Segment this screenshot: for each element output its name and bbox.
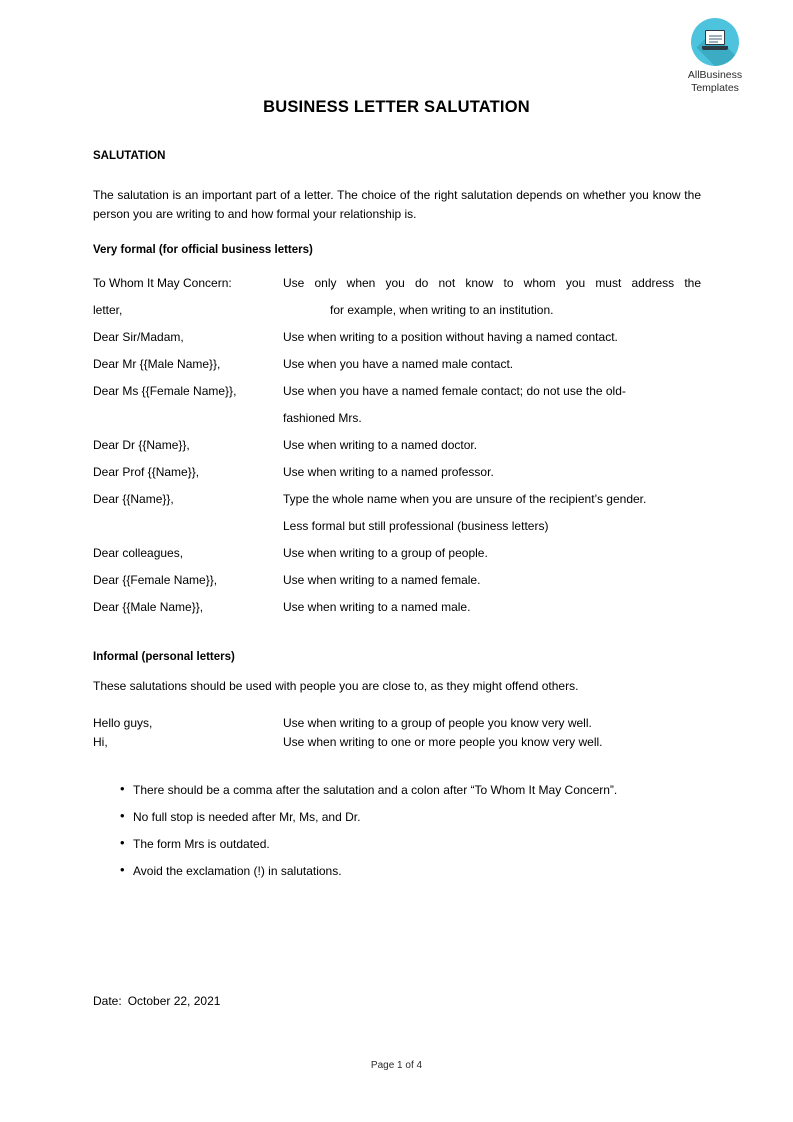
- salutation-cell: Dear {{Female Name}},: [93, 573, 218, 587]
- table-row: [93, 540, 701, 567]
- description-cell: Use when writing to a position without having a named contact.: [283, 330, 618, 344]
- salutation-cell-empty: [93, 513, 283, 540]
- description-cell: Use when writing to a named female.: [283, 573, 481, 587]
- list-item: • There should be a comma after the salutation and a colon after “To Whom It May Concern”.: [93, 782, 701, 798]
- table-row: [93, 513, 701, 540]
- table-row: [93, 486, 701, 513]
- informal-heading: Informal (personal letters): [93, 651, 235, 663]
- table-row: [93, 270, 701, 297]
- table-row: [93, 714, 701, 733]
- description-cell: Use when writing to a named professor.: [283, 465, 494, 479]
- very-formal-heading: Very formal (for official business letters): [93, 244, 313, 256]
- salutation-cell-empty: [93, 405, 283, 432]
- salutation-cell: Hi,: [93, 735, 108, 749]
- date-line: [93, 994, 220, 1008]
- allbusiness-templates-logo: [672, 18, 758, 95]
- description-cell: Use when writing to a named male.: [283, 600, 471, 614]
- laptop-screen: [705, 30, 725, 45]
- table-row: [93, 733, 701, 752]
- salutation-cell: Dear Dr {{Name}},: [93, 438, 190, 452]
- notes-bullet-list: [93, 782, 701, 879]
- table-row: [93, 351, 701, 378]
- salutation-cell: Dear colleagues,: [93, 546, 184, 560]
- date-value: October 22, 2021: [127, 994, 221, 1008]
- screen-text-line: [709, 35, 722, 37]
- description-cell: Use when writing to a group of people.: [283, 546, 488, 560]
- description-cell: Use when writing to a named doctor.: [283, 438, 478, 452]
- list-item: • No full stop is needed after Mr, Ms, and Dr.: [93, 809, 701, 825]
- table-row: [93, 324, 701, 351]
- logo-circle: [691, 18, 739, 66]
- salutation-cell: Dear Sir/Madam,: [93, 330, 184, 344]
- list-item: • The form Mrs is outdated.: [93, 836, 701, 852]
- document-body: [93, 150, 701, 890]
- logo-text-line2: Templates: [691, 82, 739, 94]
- table-row: [93, 594, 701, 621]
- description-cell-continued: Less formal but still professional (business letters): [283, 519, 549, 533]
- salutation-cell: Dear {{Male Name}},: [93, 600, 204, 614]
- laptop-icon: [691, 18, 739, 66]
- intro-paragraph: The salutation is an important part of a letter. The choice of the right salutation depends on whether you know the person you are writing to and how formal your relationship is.: [93, 188, 701, 221]
- screen-text-line: [709, 38, 722, 40]
- date-label: Date:: [93, 994, 122, 1008]
- page-title: BUSINESS LETTER SALUTATION: [263, 98, 530, 116]
- table-row: [93, 432, 701, 459]
- description-cell: Use when you have a named male contact.: [283, 357, 514, 371]
- logo-text-line1: AllBusiness: [687, 69, 743, 81]
- salutation-heading: SALUTATION: [93, 150, 166, 162]
- screen-text-line: [709, 41, 718, 43]
- description-cell-continued: for example, when writing to an institution.: [330, 303, 554, 317]
- description-cell-continued: fashioned Mrs.: [283, 411, 362, 425]
- salutation-cell-continued: letter,: [93, 303, 123, 317]
- table-row: [93, 567, 701, 594]
- table-row: [93, 405, 701, 432]
- description-cell: Use when you have a named female contact; do not use the old-: [283, 384, 626, 398]
- salutation-cell: Dear Prof {{Name}},: [93, 465, 200, 479]
- table-row: [93, 378, 701, 405]
- salutation-cell: Dear {{Name}},: [93, 492, 174, 506]
- description-cell: Type the whole name when you are unsure of the recipient’s gender.: [283, 492, 647, 506]
- salutation-cell: Hello guys,: [93, 716, 153, 730]
- informal-intro-paragraph: These salutations should be used with people you are close to, as they might offend others.: [93, 679, 579, 693]
- informal-salutations-table: [93, 714, 701, 752]
- table-row: [93, 459, 701, 486]
- laptop-base: [702, 46, 728, 50]
- salutation-cell: Dear Mr {{Male Name}},: [93, 357, 221, 371]
- page-number-footer: Page 1 of 4: [370, 1060, 423, 1071]
- description-cell: Use when writing to a group of people you know very well.: [283, 716, 592, 730]
- salutation-cell: Dear Ms {{Female Name}},: [93, 384, 237, 398]
- description-cell: Use only when you do not know to whom you must address the: [283, 276, 701, 290]
- table-row: [93, 297, 701, 324]
- description-cell: Use when writing to one or more people you know very well.: [283, 735, 603, 749]
- salutation-cell: To Whom It May Concern:: [93, 276, 232, 290]
- formal-salutations-table: [93, 270, 701, 621]
- laptop-glyph: [702, 30, 728, 52]
- list-item: • Avoid the exclamation (!) in salutations.: [93, 863, 701, 879]
